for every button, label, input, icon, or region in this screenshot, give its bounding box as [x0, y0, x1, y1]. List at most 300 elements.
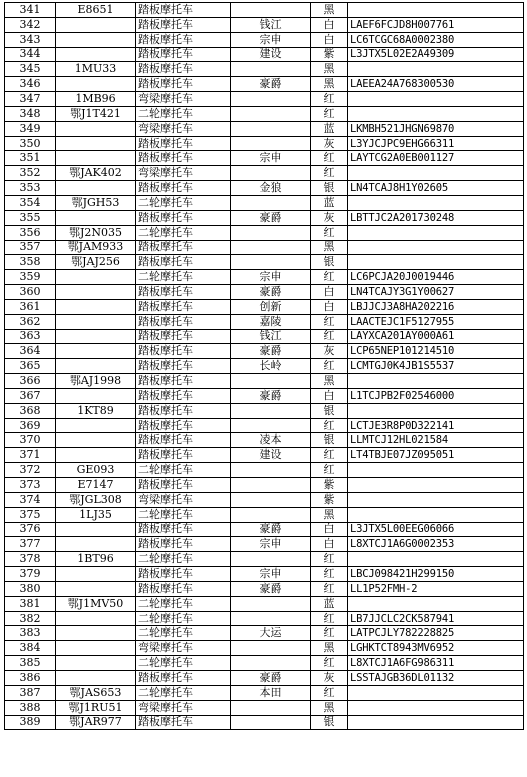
- vin-cell[interactable]: LCMTGJ0K4JB1S5537: [348, 359, 524, 374]
- vin-cell[interactable]: LCP65NEP101214510: [348, 344, 524, 359]
- plate-number-cell[interactable]: [56, 626, 136, 641]
- vin-cell[interactable]: L8XTCJ1A6FG986311: [348, 656, 524, 671]
- brand-cell[interactable]: [231, 240, 311, 255]
- vin-cell[interactable]: L3JTX5L02E2A49309: [348, 47, 524, 62]
- vehicle-type-cell[interactable]: 二轮摩托车: [136, 626, 231, 641]
- brand-cell[interactable]: [231, 403, 311, 418]
- vin-cell[interactable]: LN4TCAJ8H1Y02605: [348, 181, 524, 196]
- brand-cell[interactable]: 豪爵: [231, 210, 311, 225]
- vin-cell[interactable]: [348, 62, 524, 77]
- brand-cell[interactable]: 钱江: [231, 17, 311, 32]
- vehicle-type-cell[interactable]: 踏板摩托车: [136, 418, 231, 433]
- vehicle-type-cell[interactable]: 二轮摩托车: [136, 656, 231, 671]
- color-cell[interactable]: 紫: [311, 47, 348, 62]
- plate-number-cell[interactable]: [56, 181, 136, 196]
- row-number-cell[interactable]: 355: [5, 210, 56, 225]
- plate-number-cell[interactable]: [56, 418, 136, 433]
- vehicle-type-cell[interactable]: 踏板摩托车: [136, 433, 231, 448]
- row-number-cell[interactable]: 382: [5, 611, 56, 626]
- vin-cell[interactable]: LB7JJCLC2CK587941: [348, 611, 524, 626]
- row-number-cell[interactable]: 366: [5, 374, 56, 389]
- color-cell[interactable]: 白: [311, 537, 348, 552]
- vehicle-table: [4, 2, 524, 730]
- vin-cell[interactable]: [348, 374, 524, 389]
- color-cell[interactable]: 红: [311, 463, 348, 478]
- plate-number-cell[interactable]: 鄂JAS653: [56, 685, 136, 700]
- plate-number-cell[interactable]: [56, 611, 136, 626]
- color-cell[interactable]: 红: [311, 166, 348, 181]
- vin-cell[interactable]: [348, 225, 524, 240]
- vin-cell[interactable]: [348, 3, 524, 18]
- vin-cell[interactable]: LT4TBJE07JZ095051: [348, 448, 524, 463]
- row-number-cell[interactable]: 380: [5, 581, 56, 596]
- color-cell[interactable]: 紫: [311, 478, 348, 493]
- plate-number-cell[interactable]: [56, 522, 136, 537]
- brand-cell[interactable]: [231, 136, 311, 151]
- vehicle-type-cell[interactable]: 踏板摩托车: [136, 403, 231, 418]
- color-cell[interactable]: 白: [311, 17, 348, 32]
- color-cell[interactable]: 黑: [311, 3, 348, 18]
- row-number-cell[interactable]: 370: [5, 433, 56, 448]
- vin-cell[interactable]: L3YJCJPC9EHG66311: [348, 136, 524, 151]
- plate-number-cell[interactable]: [56, 448, 136, 463]
- vin-cell[interactable]: [348, 403, 524, 418]
- color-cell[interactable]: 黑: [311, 240, 348, 255]
- row-number-cell[interactable]: 371: [5, 448, 56, 463]
- plate-number-cell[interactable]: 1KT89: [56, 403, 136, 418]
- plate-number-cell[interactable]: [56, 151, 136, 166]
- plate-number-cell[interactable]: 鄂JGL308: [56, 492, 136, 507]
- row-number-cell[interactable]: 345: [5, 62, 56, 77]
- vin-cell[interactable]: [348, 92, 524, 107]
- row-number-cell[interactable]: 348: [5, 106, 56, 121]
- row-number-cell[interactable]: 369: [5, 418, 56, 433]
- plate-number-cell[interactable]: [56, 270, 136, 285]
- brand-cell[interactable]: [231, 656, 311, 671]
- vehicle-type-cell[interactable]: 弯梁摩托车: [136, 166, 231, 181]
- vehicle-type-cell[interactable]: 踏板摩托车: [136, 374, 231, 389]
- brand-cell[interactable]: [231, 492, 311, 507]
- vin-cell[interactable]: [348, 685, 524, 700]
- brand-cell[interactable]: [231, 552, 311, 567]
- color-cell[interactable]: 白: [311, 388, 348, 403]
- plate-number-cell[interactable]: [56, 581, 136, 596]
- vin-cell[interactable]: LAEEA24A768300530: [348, 77, 524, 92]
- row-number-cell[interactable]: 342: [5, 17, 56, 32]
- vehicle-type-cell[interactable]: 二轮摩托车: [136, 507, 231, 522]
- color-cell[interactable]: 黑: [311, 62, 348, 77]
- color-cell[interactable]: 红: [311, 611, 348, 626]
- row-number-cell[interactable]: 349: [5, 121, 56, 136]
- vehicle-type-cell[interactable]: 踏板摩托车: [136, 448, 231, 463]
- vehicle-type-cell[interactable]: 弯梁摩托车: [136, 92, 231, 107]
- row-number-cell[interactable]: 357: [5, 240, 56, 255]
- vehicle-type-cell[interactable]: 二轮摩托车: [136, 685, 231, 700]
- brand-cell[interactable]: 宗申: [231, 32, 311, 47]
- vin-cell[interactable]: LAACTEJC1F5127955: [348, 314, 524, 329]
- vin-cell[interactable]: LAEF6FCJD8H007761: [348, 17, 524, 32]
- plate-number-cell[interactable]: 鄂AJ1998: [56, 374, 136, 389]
- vin-cell[interactable]: L3JTX5L00EEG06066: [348, 522, 524, 537]
- row-number-cell[interactable]: 368: [5, 403, 56, 418]
- table-row: [5, 136, 524, 151]
- brand-cell[interactable]: 钱江: [231, 329, 311, 344]
- vin-cell[interactable]: [348, 552, 524, 567]
- row-number-cell[interactable]: 386: [5, 670, 56, 685]
- color-cell[interactable]: 黑: [311, 507, 348, 522]
- color-cell[interactable]: 红: [311, 626, 348, 641]
- row-number-cell[interactable]: 373: [5, 478, 56, 493]
- plate-number-cell[interactable]: 鄂J1T421: [56, 106, 136, 121]
- color-cell[interactable]: 黑: [311, 77, 348, 92]
- color-cell[interactable]: 红: [311, 359, 348, 374]
- vehicle-type-cell[interactable]: 踏板摩托车: [136, 285, 231, 300]
- plate-number-cell[interactable]: 鄂JGH53: [56, 195, 136, 210]
- row-number-cell[interactable]: 341: [5, 3, 56, 18]
- vin-cell[interactable]: LAYTCG2A0EB001127: [348, 151, 524, 166]
- brand-cell[interactable]: [231, 374, 311, 389]
- table-row: [5, 62, 524, 77]
- row-number-cell[interactable]: 364: [5, 344, 56, 359]
- row-number-cell[interactable]: 358: [5, 255, 56, 270]
- row-number-cell[interactable]: 374: [5, 492, 56, 507]
- vehicle-type-cell[interactable]: 踏板摩托车: [136, 581, 231, 596]
- vehicle-type-cell[interactable]: 踏板摩托车: [136, 329, 231, 344]
- plate-number-cell[interactable]: 鄂JAM933: [56, 240, 136, 255]
- color-cell[interactable]: 银: [311, 403, 348, 418]
- vin-cell[interactable]: LSSTAJGB36DL01132: [348, 670, 524, 685]
- row-number-cell[interactable]: 379: [5, 567, 56, 582]
- vin-cell[interactable]: [348, 255, 524, 270]
- vehicle-type-cell[interactable]: 踏板摩托车: [136, 77, 231, 92]
- plate-number-cell[interactable]: [56, 314, 136, 329]
- vehicle-type-cell[interactable]: 二轮摩托车: [136, 611, 231, 626]
- color-cell[interactable]: 黑: [311, 700, 348, 715]
- vehicle-type-cell[interactable]: 二轮摩托车: [136, 552, 231, 567]
- color-cell[interactable]: 红: [311, 329, 348, 344]
- plate-number-cell[interactable]: [56, 567, 136, 582]
- vehicle-type-cell[interactable]: 踏板摩托车: [136, 255, 231, 270]
- row-number-cell[interactable]: 353: [5, 181, 56, 196]
- color-cell[interactable]: 灰: [311, 344, 348, 359]
- color-cell[interactable]: 红: [311, 270, 348, 285]
- color-cell[interactable]: 红: [311, 225, 348, 240]
- plate-number-cell[interactable]: [56, 32, 136, 47]
- plate-number-cell[interactable]: [56, 77, 136, 92]
- row-number-cell[interactable]: 378: [5, 552, 56, 567]
- brand-cell[interactable]: [231, 418, 311, 433]
- brand-cell[interactable]: [231, 507, 311, 522]
- brand-cell[interactable]: [231, 641, 311, 656]
- vehicle-type-cell[interactable]: 二轮摩托车: [136, 270, 231, 285]
- vehicle-type-cell[interactable]: 弯梁摩托车: [136, 641, 231, 656]
- row-number-cell[interactable]: 347: [5, 92, 56, 107]
- brand-cell[interactable]: 嘉陵: [231, 314, 311, 329]
- row-number-cell[interactable]: 375: [5, 507, 56, 522]
- vin-cell[interactable]: LAYXCA201AY000A61: [348, 329, 524, 344]
- color-cell[interactable]: 灰: [311, 210, 348, 225]
- row-number-cell[interactable]: 389: [5, 715, 56, 730]
- color-cell[interactable]: 白: [311, 522, 348, 537]
- vin-cell[interactable]: LCTJE3R8P0D322141: [348, 418, 524, 433]
- plate-number-cell[interactable]: 1LJ35: [56, 507, 136, 522]
- plate-number-cell[interactable]: [56, 433, 136, 448]
- vin-cell[interactable]: [348, 715, 524, 730]
- plate-number-cell[interactable]: 鄂J1MV50: [56, 596, 136, 611]
- vin-cell[interactable]: LBCJ098421H299150: [348, 567, 524, 582]
- plate-number-cell[interactable]: [56, 641, 136, 656]
- brand-cell[interactable]: 宗申: [231, 151, 311, 166]
- row-number-cell[interactable]: 354: [5, 195, 56, 210]
- vehicle-type-cell[interactable]: 踏板摩托车: [136, 567, 231, 582]
- vehicle-type-cell[interactable]: 踏板摩托车: [136, 17, 231, 32]
- row-number-cell[interactable]: 363: [5, 329, 56, 344]
- brand-cell[interactable]: [231, 596, 311, 611]
- plate-number-cell[interactable]: E8651: [56, 3, 136, 18]
- color-cell[interactable]: 红: [311, 552, 348, 567]
- vin-cell[interactable]: L8XTCJ1A6G0002353: [348, 537, 524, 552]
- row-number-cell[interactable]: 362: [5, 314, 56, 329]
- brand-cell[interactable]: 宗申: [231, 537, 311, 552]
- row-number-cell[interactable]: 376: [5, 522, 56, 537]
- vin-cell[interactable]: LBJJCJ3A8HA202216: [348, 299, 524, 314]
- brand-cell[interactable]: [231, 611, 311, 626]
- table-row: [5, 507, 524, 522]
- vehicle-type-cell[interactable]: 踏板摩托车: [136, 537, 231, 552]
- brand-cell[interactable]: 豪爵: [231, 522, 311, 537]
- color-cell[interactable]: 白: [311, 32, 348, 47]
- vin-cell[interactable]: [348, 240, 524, 255]
- row-number-cell[interactable]: 343: [5, 32, 56, 47]
- brand-cell[interactable]: 创新: [231, 299, 311, 314]
- vin-cell[interactable]: LLMTCJ12HL021584: [348, 433, 524, 448]
- plate-number-cell[interactable]: GE093: [56, 463, 136, 478]
- color-cell[interactable]: 白: [311, 299, 348, 314]
- plate-number-cell[interactable]: 鄂J2N035: [56, 225, 136, 240]
- color-cell[interactable]: 银: [311, 433, 348, 448]
- brand-cell[interactable]: [231, 715, 311, 730]
- plate-number-cell[interactable]: E7147: [56, 478, 136, 493]
- table-row: [5, 106, 524, 121]
- row-number-cell[interactable]: 356: [5, 225, 56, 240]
- vin-cell[interactable]: [348, 492, 524, 507]
- brand-cell[interactable]: [231, 166, 311, 181]
- color-cell[interactable]: 红: [311, 106, 348, 121]
- color-cell[interactable]: 红: [311, 314, 348, 329]
- vehicle-type-cell[interactable]: 踏板摩托车: [136, 136, 231, 151]
- color-cell[interactable]: 红: [311, 418, 348, 433]
- vehicle-type-cell[interactable]: 踏板摩托车: [136, 670, 231, 685]
- color-cell[interactable]: 紫: [311, 492, 348, 507]
- brand-cell[interactable]: [231, 62, 311, 77]
- vehicle-type-cell[interactable]: 弯梁摩托车: [136, 492, 231, 507]
- plate-number-cell[interactable]: [56, 17, 136, 32]
- row-number-cell[interactable]: 367: [5, 388, 56, 403]
- vehicle-type-cell[interactable]: 踏板摩托车: [136, 299, 231, 314]
- color-cell[interactable]: 银: [311, 715, 348, 730]
- brand-cell[interactable]: [231, 225, 311, 240]
- row-number-cell[interactable]: 387: [5, 685, 56, 700]
- brand-cell[interactable]: [231, 121, 311, 136]
- vin-cell[interactable]: LKMBH521JHGN69870: [348, 121, 524, 136]
- brand-cell[interactable]: 建设: [231, 47, 311, 62]
- color-cell[interactable]: 黑: [311, 641, 348, 656]
- brand-cell[interactable]: [231, 255, 311, 270]
- vehicle-type-cell[interactable]: 踏板摩托车: [136, 151, 231, 166]
- color-cell[interactable]: 蓝: [311, 195, 348, 210]
- row-number-cell[interactable]: 360: [5, 285, 56, 300]
- brand-cell[interactable]: 凌本: [231, 433, 311, 448]
- row-number-cell[interactable]: 359: [5, 270, 56, 285]
- row-number-cell[interactable]: 361: [5, 299, 56, 314]
- color-cell[interactable]: 红: [311, 656, 348, 671]
- plate-number-cell[interactable]: [56, 329, 136, 344]
- row-number-cell[interactable]: 377: [5, 537, 56, 552]
- vehicle-type-cell[interactable]: 弯梁摩托车: [136, 121, 231, 136]
- vehicle-type-cell[interactable]: 踏板摩托车: [136, 47, 231, 62]
- vehicle-type-cell[interactable]: 踏板摩托车: [136, 181, 231, 196]
- brand-cell[interactable]: [231, 92, 311, 107]
- vin-cell[interactable]: LGHKTCT8943MV6952: [348, 641, 524, 656]
- plate-number-cell[interactable]: 1MU33: [56, 62, 136, 77]
- vehicle-type-cell[interactable]: 二轮摩托车: [136, 106, 231, 121]
- vehicle-type-cell[interactable]: 踏板摩托车: [136, 3, 231, 18]
- brand-cell[interactable]: 豪爵: [231, 670, 311, 685]
- vehicle-type-cell[interactable]: 二轮摩托车: [136, 596, 231, 611]
- plate-number-cell[interactable]: 1MB96: [56, 92, 136, 107]
- plate-number-cell[interactable]: [56, 47, 136, 62]
- plate-number-cell[interactable]: 鄂J1RU51: [56, 700, 136, 715]
- vehicle-type-cell[interactable]: 踏板摩托车: [136, 240, 231, 255]
- vehicle-type-cell[interactable]: 踏板摩托车: [136, 359, 231, 374]
- plate-number-cell[interactable]: [56, 670, 136, 685]
- vin-cell[interactable]: LL1P52FMH-2: [348, 581, 524, 596]
- vehicle-type-cell[interactable]: 二轮摩托车: [136, 225, 231, 240]
- vehicle-type-cell[interactable]: 弯梁摩托车: [136, 700, 231, 715]
- vehicle-type-cell[interactable]: 踏板摩托车: [136, 715, 231, 730]
- brand-cell[interactable]: 豪爵: [231, 388, 311, 403]
- vehicle-type-cell[interactable]: 踏板摩托车: [136, 62, 231, 77]
- row-number-cell[interactable]: 372: [5, 463, 56, 478]
- vin-cell[interactable]: [348, 700, 524, 715]
- vehicle-type-cell[interactable]: 踏板摩托车: [136, 210, 231, 225]
- row-number-cell[interactable]: 352: [5, 166, 56, 181]
- plate-number-cell[interactable]: [56, 359, 136, 374]
- color-cell[interactable]: 红: [311, 685, 348, 700]
- color-cell[interactable]: 蓝: [311, 596, 348, 611]
- brand-cell[interactable]: [231, 478, 311, 493]
- vehicle-type-cell[interactable]: 踏板摩托车: [136, 344, 231, 359]
- plate-number-cell[interactable]: [56, 344, 136, 359]
- plate-number-cell[interactable]: 鄂JAR977: [56, 715, 136, 730]
- brand-cell[interactable]: 大运: [231, 626, 311, 641]
- row-number-cell[interactable]: 346: [5, 77, 56, 92]
- vin-cell[interactable]: L1TCJPB2F02546000: [348, 388, 524, 403]
- row-number-cell[interactable]: 383: [5, 626, 56, 641]
- plate-number-cell[interactable]: [56, 285, 136, 300]
- brand-cell[interactable]: 豪爵: [231, 77, 311, 92]
- plate-number-cell[interactable]: [56, 656, 136, 671]
- brand-cell[interactable]: 金狼: [231, 181, 311, 196]
- row-number-cell[interactable]: 388: [5, 700, 56, 715]
- vin-cell[interactable]: [348, 507, 524, 522]
- color-cell[interactable]: 灰: [311, 136, 348, 151]
- vin-cell[interactable]: LC6PCJA20J0019446: [348, 270, 524, 285]
- color-cell[interactable]: 红: [311, 92, 348, 107]
- brand-cell[interactable]: [231, 700, 311, 715]
- vin-cell[interactable]: LC6TCGC68A0002380: [348, 32, 524, 47]
- color-cell[interactable]: 红: [311, 581, 348, 596]
- row-number-cell[interactable]: 385: [5, 656, 56, 671]
- vin-cell[interactable]: [348, 106, 524, 121]
- color-cell[interactable]: 红: [311, 151, 348, 166]
- color-cell[interactable]: 白: [311, 285, 348, 300]
- color-cell[interactable]: 银: [311, 181, 348, 196]
- color-cell[interactable]: 银: [311, 255, 348, 270]
- brand-cell[interactable]: 宗申: [231, 567, 311, 582]
- vehicle-type-cell[interactable]: 二轮摩托车: [136, 463, 231, 478]
- plate-number-cell[interactable]: [56, 537, 136, 552]
- brand-cell[interactable]: 长岭: [231, 359, 311, 374]
- vin-cell[interactable]: [348, 195, 524, 210]
- vin-cell[interactable]: LATPCJLY782228825: [348, 626, 524, 641]
- color-cell[interactable]: 灰: [311, 670, 348, 685]
- vehicle-type-cell[interactable]: 二轮摩托车: [136, 195, 231, 210]
- plate-number-cell[interactable]: 1BT96: [56, 552, 136, 567]
- row-number-cell[interactable]: 344: [5, 47, 56, 62]
- row-number-cell[interactable]: 384: [5, 641, 56, 656]
- table-row: [5, 418, 524, 433]
- color-cell[interactable]: 黑: [311, 374, 348, 389]
- brand-cell[interactable]: 豪爵: [231, 285, 311, 300]
- vehicle-type-cell[interactable]: 踏板摩托车: [136, 314, 231, 329]
- brand-cell[interactable]: 豪爵: [231, 344, 311, 359]
- plate-number-cell[interactable]: 鄂JAK402: [56, 166, 136, 181]
- brand-cell[interactable]: [231, 3, 311, 18]
- vin-cell[interactable]: [348, 596, 524, 611]
- vin-cell[interactable]: LN4TCAJY3G1Y00627: [348, 285, 524, 300]
- brand-cell[interactable]: 豪爵: [231, 581, 311, 596]
- vin-cell[interactable]: [348, 166, 524, 181]
- brand-cell[interactable]: [231, 106, 311, 121]
- color-cell[interactable]: 红: [311, 567, 348, 582]
- vehicle-type-cell[interactable]: 踏板摩托车: [136, 478, 231, 493]
- plate-number-cell[interactable]: [56, 121, 136, 136]
- vehicle-type-cell[interactable]: 踏板摩托车: [136, 32, 231, 47]
- row-number-cell[interactable]: 351: [5, 151, 56, 166]
- brand-cell[interactable]: [231, 195, 311, 210]
- color-cell[interactable]: 红: [311, 448, 348, 463]
- brand-cell[interactable]: [231, 463, 311, 478]
- vin-cell[interactable]: [348, 463, 524, 478]
- brand-cell[interactable]: 建设: [231, 448, 311, 463]
- vehicle-type-cell[interactable]: 踏板摩托车: [136, 522, 231, 537]
- color-cell[interactable]: 蓝: [311, 121, 348, 136]
- plate-number-cell[interactable]: [56, 136, 136, 151]
- row-number-cell[interactable]: 381: [5, 596, 56, 611]
- plate-number-cell[interactable]: [56, 210, 136, 225]
- brand-cell[interactable]: 宗申: [231, 270, 311, 285]
- row-number-cell[interactable]: 365: [5, 359, 56, 374]
- plate-number-cell[interactable]: [56, 388, 136, 403]
- plate-number-cell[interactable]: 鄂JAJ256: [56, 255, 136, 270]
- brand-cell[interactable]: 本田: [231, 685, 311, 700]
- vehicle-type-cell[interactable]: 踏板摩托车: [136, 388, 231, 403]
- row-number-cell[interactable]: 350: [5, 136, 56, 151]
- vin-cell[interactable]: [348, 478, 524, 493]
- plate-number-cell[interactable]: [56, 299, 136, 314]
- vin-cell[interactable]: LBTTJC2A201730248: [348, 210, 524, 225]
